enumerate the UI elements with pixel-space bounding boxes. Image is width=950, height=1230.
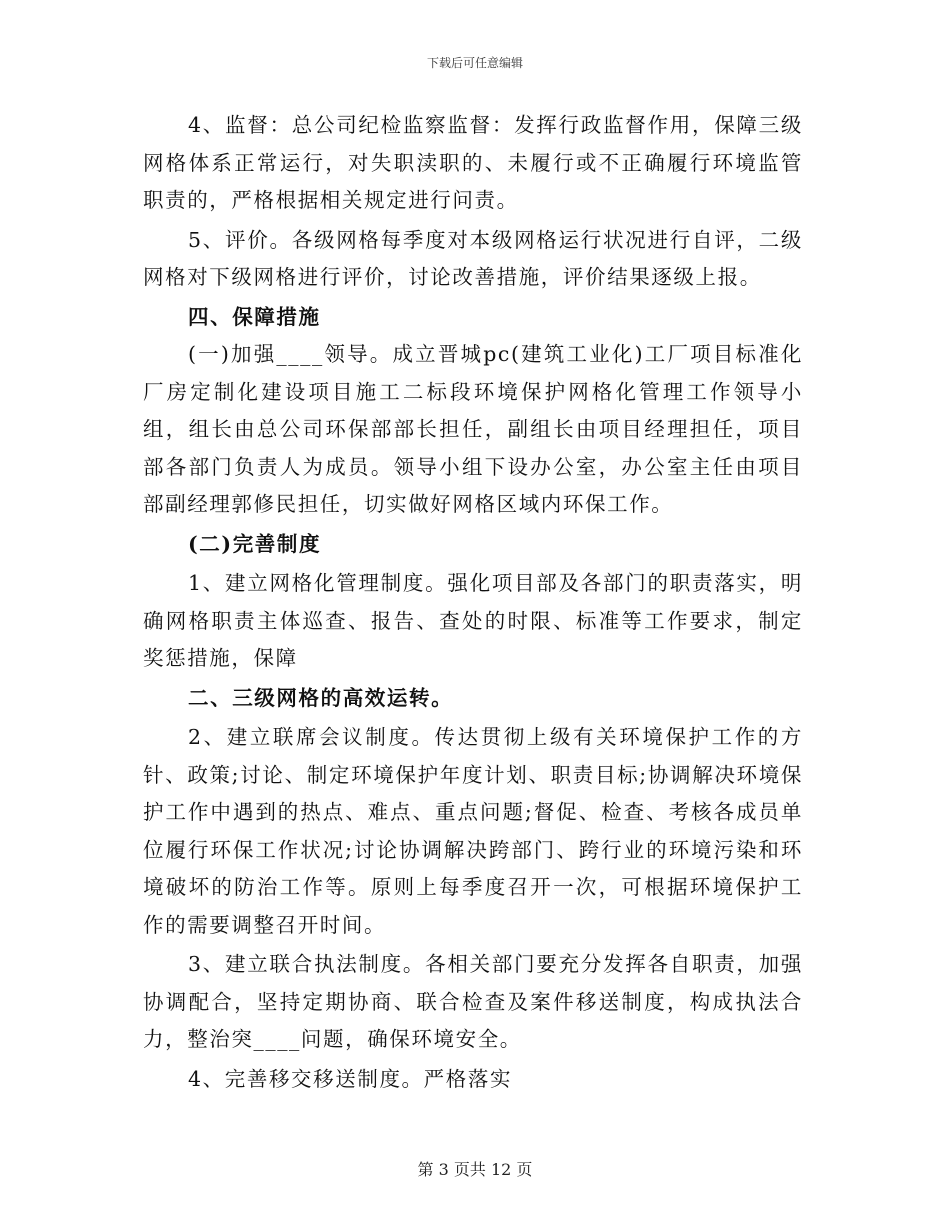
paragraph-joint-enforcement: 3、建立联合执法制度。各相关部门要充分发挥各自职责，加强协调配合，坚持定期协商、联合检查及案件移送制度，构成执法合力，整治突____问题，确保环境安全。 [143, 952, 803, 1051]
paragraph-grid-operation: 二、三级网格的高效运转。 [188, 685, 454, 710]
paragraph-grid-management: 1、建立网格化管理制度。强化项目部及各部门的职责落实，明确网格职责主体巡查、报告、查处的时限、标准等工作要求，制定奖惩措施，保障 [143, 571, 803, 670]
document-body [143, 107, 803, 1098]
paragraph-evaluation: 5、评价。各级网格每季度对本级网格运行状况进行自评，二级网格对下级网格进行评价，讨论改善措施，评价结果逐级上报。 [143, 227, 803, 289]
page-header: 下载后可任意编辑 [426, 56, 523, 70]
page-footer: 第 3 页共 12 页 [417, 1160, 533, 1179]
paragraph-transfer-system: 4、完善移交移送制度。严格落实 [188, 1066, 513, 1091]
paragraph-joint-meeting: 2、建立联席会议制度。传达贯彻上级有关环境保护工作的方针、政策;讨论、制定环境保护年度计划、职责目标;协调解决环境保护工作中遇到的热点、难点、重点问题;督促、检查、考核各成员单位履行环保工作状况;讨论协调解决跨部门、跨行业的环境污染和环境破坏的防治工作等。原则上每季度召开一次，可根据环境保护工作的需要调整召开时间。 [143, 725, 803, 937]
paragraph-supervision: 4、监督：总公司纪检监察监督：发挥行政监督作用，保障三级网格体系正常运行，对失职渎职的、未履行或不正确履行环境监管职责的，严格根据相关规定进行问责。 [143, 113, 803, 212]
paragraph-leadership: (一)加强____领导。成立晋城pc(建筑工业化)工厂项目标准化厂房定制化建设项目施工二标段环境保护网格化管理工作领导小组，组长由总公司环保部部长担任，副组长由项目经理担任，项目部各部门负责人为成员。领导小组下设办公室，办公室主任由项目部副经理郭修民担任，切实做好网格区域内环保工作。 [143, 342, 803, 516]
section-heading-safeguards: 四、保障措施 [188, 304, 321, 329]
section-heading-improve-system: (二)完善制度 [188, 531, 322, 556]
